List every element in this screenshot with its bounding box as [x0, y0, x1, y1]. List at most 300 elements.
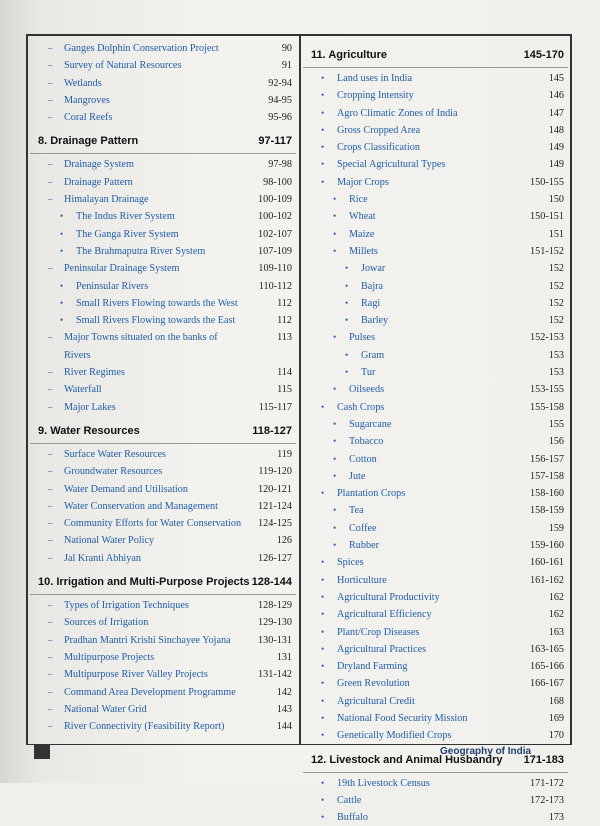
entry-page-number: 109-110 — [258, 263, 292, 275]
toc-entry — [30, 684, 296, 701]
bullet-icon: – — [48, 159, 53, 170]
toc-entry — [303, 260, 568, 277]
toc-entry — [303, 87, 568, 104]
entry-page-number: 95-96 — [268, 112, 292, 124]
toc-entry — [30, 109, 296, 126]
toc-entry — [30, 191, 296, 208]
bullet-icon: • — [321, 142, 325, 153]
entry-page-number: 148 — [548, 124, 564, 136]
toc-entry — [303, 572, 568, 589]
entry-title: Sources of Irrigation — [64, 617, 149, 629]
page-left-border — [26, 34, 28, 744]
entry-page-number: 163 — [548, 626, 564, 638]
toc-entry — [30, 226, 296, 243]
bullet-icon: – — [48, 617, 53, 628]
toc-entry — [30, 515, 296, 532]
footer-rule — [26, 744, 572, 745]
bullet-icon: • — [333, 540, 337, 551]
toc-entry — [30, 40, 296, 57]
entry-page-number: 124-125 — [258, 518, 292, 530]
toc-entry — [30, 463, 296, 480]
bullet-icon: • — [321, 124, 325, 135]
bullet-icon: – — [48, 535, 53, 546]
entry-title: Dryland Farming — [337, 661, 408, 673]
toc-entry — [303, 243, 568, 260]
entry-title: Ganges Dolphin Conservation Project — [64, 43, 219, 54]
toc-entry — [303, 70, 568, 87]
bullet-icon: – — [48, 518, 53, 529]
entry-page-number: 152 — [548, 315, 564, 327]
entry-page-number: 171-172 — [530, 777, 564, 789]
entry-title: The Ganga River System — [76, 228, 179, 240]
toc-entry — [303, 710, 568, 727]
toc-entry — [303, 295, 568, 312]
entry-title: Rivers — [64, 349, 91, 361]
entry-page-number: 151-152 — [530, 245, 564, 257]
entry-title: River Connectivity (Feasibility Report) — [64, 721, 225, 733]
entry-title: 19th Livestock Census — [337, 777, 430, 789]
entry-page-number: 157-158 — [530, 470, 564, 482]
entry-title: Mangroves — [64, 94, 110, 106]
entry-title: Himalayan Drainage — [64, 194, 149, 206]
entry-page-number: 168 — [548, 695, 564, 707]
entry-page-number: 131-142 — [258, 669, 292, 681]
toc-entry — [303, 485, 568, 502]
toc-entry — [30, 446, 296, 463]
bullet-icon: • — [345, 315, 349, 326]
entry-page-number: 126 — [276, 535, 292, 547]
entry-title: Major Lakes — [64, 401, 116, 413]
bullet-icon: • — [321, 90, 325, 101]
bullet-icon: – — [48, 384, 53, 395]
bullet-icon: – — [48, 466, 53, 477]
entry-title: Types of Irrigation Techniques — [64, 600, 189, 612]
entry-title: Barley — [361, 315, 389, 327]
toc-entry — [30, 156, 296, 173]
bullet-icon: – — [48, 332, 53, 343]
toc-entry — [303, 226, 568, 243]
bullet-icon: – — [48, 483, 53, 494]
entry-title: National Food Security Mission — [337, 712, 468, 724]
entry-title: The Indus River System — [76, 211, 175, 223]
entry-title: Peninsular Drainage System — [64, 263, 180, 275]
bullet-icon: • — [333, 453, 337, 464]
entry-title: Jowar — [361, 263, 386, 275]
entry-title: Millets — [349, 245, 378, 257]
bullet-icon: • — [60, 211, 64, 222]
section-page-range: 128-144 — [251, 576, 292, 589]
entry-page-number: 151 — [548, 228, 564, 240]
bullet-icon: – — [48, 43, 53, 53]
toc-entry — [30, 614, 296, 631]
entry-title: Cropping Intensity — [337, 90, 414, 102]
entry-page-number: 97-98 — [268, 159, 292, 171]
toc-entry — [303, 468, 568, 485]
bullet-icon: • — [321, 794, 325, 805]
toc-entry — [303, 693, 568, 710]
section-title: 9. Water Resources — [38, 424, 140, 437]
section-title: 8. Drainage Pattern — [38, 135, 139, 148]
entry-page-number: 113 — [277, 332, 292, 344]
entry-page-number: 119-120 — [258, 466, 292, 478]
bullet-icon: • — [321, 609, 325, 620]
entry-title: Rubber — [349, 540, 379, 552]
entry-title: Surface Water Resources — [64, 448, 166, 460]
toc-entry — [303, 624, 568, 641]
entry-title: Major Towns situated on the banks of — [64, 332, 218, 344]
toc-right-column — [303, 40, 568, 826]
entry-title: National Water Policy — [64, 535, 155, 547]
entry-page-number: 142 — [276, 686, 292, 698]
entry-page-number: 156 — [548, 436, 564, 448]
entry-title: Sugarcane — [349, 418, 392, 430]
toc-entry — [30, 75, 296, 92]
entry-page-number: 130-131 — [258, 634, 292, 646]
toc-section-heading — [303, 43, 568, 68]
entry-page-number: 112 — [277, 315, 292, 327]
bullet-icon: • — [321, 557, 325, 568]
entry-title: Agro Climatic Zones of India — [337, 107, 458, 119]
bullet-icon: • — [321, 176, 325, 187]
toc-entry — [303, 191, 568, 208]
toc-entry — [303, 502, 568, 519]
entry-page-number: 156-157 — [530, 453, 564, 465]
entry-title: Agricultural Practices — [337, 643, 427, 655]
entry-title: Small Rivers Flowing towards the East — [76, 315, 236, 327]
section-page-range: 118-127 — [252, 424, 292, 437]
entry-page-number: 112 — [277, 297, 292, 309]
entry-title: Water Conservation and Management — [64, 500, 218, 512]
entry-page-number: 153 — [548, 367, 564, 379]
toc-entry — [30, 481, 296, 498]
bullet-icon: – — [48, 94, 53, 105]
page-number-box — [34, 745, 50, 759]
entry-title: Green Revolution — [337, 678, 410, 690]
bullet-icon: • — [333, 505, 337, 516]
bullet-icon: – — [48, 448, 53, 459]
toc-entry — [303, 312, 568, 329]
entry-title: Jute — [349, 470, 366, 482]
toc-entry — [303, 554, 568, 571]
entry-title: Agricultural Credit — [337, 695, 415, 707]
entry-page-number: 149 — [548, 142, 564, 154]
toc-entry — [30, 329, 296, 346]
toc-entry — [30, 718, 296, 735]
bullet-icon: – — [48, 176, 53, 187]
toc-entry-continuation — [30, 347, 296, 364]
bullet-icon: – — [48, 77, 53, 88]
entry-page-number: 158-159 — [530, 505, 564, 517]
entry-title: River Regimes — [64, 367, 125, 379]
entry-page-number: 102-107 — [258, 228, 292, 240]
entry-title: Agricultural Efficiency — [337, 609, 432, 621]
bullet-icon: • — [60, 245, 64, 256]
entry-title: Tur — [361, 367, 376, 379]
entry-title: Pulses — [349, 332, 376, 344]
entry-page-number: 150-151 — [530, 211, 564, 223]
bullet-icon: • — [333, 228, 337, 239]
entry-page-number: 152 — [548, 280, 564, 292]
entry-page-number: 160-161 — [530, 557, 564, 569]
toc-entry — [303, 641, 568, 658]
bullet-icon: • — [321, 159, 325, 170]
entry-title: Multipurpose River Valley Projects — [64, 669, 208, 681]
bullet-icon: – — [48, 669, 53, 680]
bullet-icon: • — [321, 812, 325, 823]
entry-title: Major Crops — [337, 176, 389, 188]
toc-entry — [303, 433, 568, 450]
bullet-icon: • — [321, 401, 325, 412]
toc-entry — [303, 278, 568, 295]
entry-title: Bajra — [361, 280, 384, 292]
entry-title: Gross Cropped Area — [337, 124, 421, 136]
bullet-icon: • — [321, 777, 325, 788]
toc-section-heading — [30, 419, 296, 444]
entry-title: Jal Kranti Abhiyan — [64, 552, 141, 564]
entry-page-number: 158-160 — [530, 488, 564, 500]
entry-title: Drainage System — [64, 159, 134, 171]
entry-page-number: 129-130 — [258, 617, 292, 629]
toc-entry — [30, 243, 296, 260]
bullet-icon: – — [48, 600, 53, 611]
section-page-range: 97-117 — [258, 135, 292, 148]
toc-entry — [30, 364, 296, 381]
entry-page-number: 150 — [548, 194, 564, 206]
toc-entry — [303, 675, 568, 692]
entry-title: Ragi — [361, 297, 381, 309]
bullet-icon: • — [321, 107, 325, 118]
bullet-icon: • — [321, 678, 325, 689]
entry-page-number: 166-167 — [530, 678, 564, 690]
bullet-icon: • — [321, 488, 325, 499]
bullet-icon: – — [48, 500, 53, 511]
bullet-icon: • — [321, 626, 325, 637]
entry-page-number: 92-94 — [268, 77, 292, 89]
bullet-icon: • — [333, 470, 337, 481]
entry-title: Gram — [361, 349, 385, 361]
section-title: 10. Irrigation and Multi-Purpose Projects — [38, 576, 250, 589]
entry-page-number: 162 — [548, 591, 564, 603]
toc-entry — [303, 537, 568, 554]
bullet-icon: – — [48, 263, 53, 274]
bullet-icon: – — [48, 634, 53, 645]
entry-title: Cash Crops — [337, 401, 385, 413]
toc-entry — [30, 295, 296, 312]
bullet-icon: • — [60, 228, 64, 239]
toc-entry — [30, 260, 296, 277]
entry-title: Buffalo — [337, 812, 368, 824]
bullet-icon: • — [321, 661, 325, 672]
toc-entry — [303, 364, 568, 381]
entry-page-number: 147 — [548, 107, 564, 119]
bullet-icon: • — [60, 297, 64, 308]
entry-title: Crops Classification — [337, 142, 420, 154]
section-page-range: 145-170 — [523, 49, 564, 61]
entry-page-number: 155 — [548, 418, 564, 430]
section-title: 11. Agriculture — [311, 49, 388, 61]
toc-entry — [30, 649, 296, 666]
toc-entry — [303, 399, 568, 416]
bullet-icon: • — [321, 574, 325, 585]
entry-page-number: 161-162 — [530, 574, 564, 586]
entry-page-number: 131 — [276, 651, 292, 663]
toc-entry — [30, 632, 296, 649]
entry-page-number: 91 — [281, 60, 292, 72]
entry-title: Genetically Modified Crops — [337, 730, 452, 742]
bullet-icon: • — [333, 194, 337, 205]
entry-title: Tea — [349, 505, 364, 517]
entry-page-number: 90 — [281, 43, 292, 54]
toc-entry — [30, 312, 296, 329]
entry-title: Drainage Pattern — [64, 176, 133, 188]
bullet-icon: • — [345, 280, 349, 291]
entry-page-number: 146 — [548, 90, 564, 102]
entry-page-number: 115-117 — [258, 401, 292, 413]
bullet-icon: • — [333, 211, 337, 222]
toc-entry — [303, 775, 568, 792]
toc-entry — [30, 92, 296, 109]
entry-page-number: 159-160 — [530, 540, 564, 552]
entry-title: Water Demand and Utilisation — [64, 483, 188, 495]
entry-title: Tobacco — [349, 436, 384, 448]
entry-title: Special Agricultural Types — [337, 159, 446, 171]
toc-entry — [303, 347, 568, 364]
bullet-icon: • — [333, 384, 337, 395]
toc-entry — [30, 381, 296, 398]
toc-entry — [303, 416, 568, 433]
toc-entry — [30, 532, 296, 549]
bullet-icon: – — [48, 651, 53, 662]
toc-entry — [30, 701, 296, 718]
bullet-icon: • — [345, 367, 349, 378]
entry-title: Community Efforts for Water Conservation — [64, 518, 242, 530]
entry-title: Groundwater Resources — [64, 466, 163, 478]
toc-entry — [303, 589, 568, 606]
entry-page-number: 155-158 — [530, 401, 564, 413]
bullet-icon: • — [321, 73, 325, 83]
entry-page-number: 98-100 — [263, 176, 292, 188]
section-title: 12. Livestock and Animal Husbandry — [311, 753, 503, 766]
entry-page-number: 163-165 — [530, 643, 564, 655]
toc-entry — [303, 139, 568, 156]
entry-page-number: 165-166 — [530, 661, 564, 673]
entry-title: Rice — [349, 194, 368, 206]
entry-page-number: 144 — [276, 721, 292, 733]
entry-page-number: 153-155 — [530, 384, 564, 396]
entry-title: Land uses in India — [337, 73, 412, 84]
bullet-icon: • — [345, 263, 349, 274]
entry-page-number: 145 — [548, 73, 564, 84]
bullet-icon: • — [60, 280, 64, 291]
bullet-icon: – — [48, 552, 53, 563]
entry-title: Agricultural Productivity — [337, 591, 440, 603]
entry-page-number: 100-109 — [258, 194, 292, 206]
toc-entry — [303, 156, 568, 173]
entry-page-number: 152 — [548, 263, 564, 275]
toc-entry — [303, 520, 568, 537]
entry-title: Wheat — [349, 211, 376, 223]
entry-page-number: 150-155 — [530, 176, 564, 188]
entry-page-number: 173 — [548, 812, 564, 824]
toc-entry — [303, 329, 568, 346]
entry-title: Command Area Development Programme — [64, 686, 236, 698]
bullet-icon: • — [321, 730, 325, 741]
section-page-range: 171-183 — [523, 753, 564, 766]
toc-entry — [303, 606, 568, 623]
toc-entry — [30, 57, 296, 74]
entry-page-number: 153 — [548, 349, 564, 361]
toc-entry — [303, 381, 568, 398]
toc-entry — [30, 666, 296, 683]
bullet-icon: • — [333, 332, 337, 343]
entry-title: Maize — [349, 228, 375, 240]
bullet-icon: • — [60, 315, 64, 326]
entry-page-number: 121-124 — [258, 500, 292, 512]
entry-title: Multipurpose Projects — [64, 651, 155, 663]
entry-title: Coral Reefs — [64, 112, 113, 124]
bullet-icon: – — [48, 112, 53, 123]
toc-entry — [303, 122, 568, 139]
toc-entry — [30, 399, 296, 416]
entry-title: National Water Grid — [64, 703, 147, 715]
bullet-icon: • — [345, 349, 349, 360]
entry-page-number: 152-153 — [530, 332, 564, 344]
bullet-icon: – — [48, 721, 53, 732]
bullet-icon: • — [333, 436, 337, 447]
toc-entry — [303, 105, 568, 122]
entry-title: Survey of Natural Resources — [64, 60, 182, 72]
bullet-icon: – — [48, 367, 53, 378]
toc-entry — [303, 809, 568, 826]
bullet-icon: – — [48, 703, 53, 714]
entry-page-number: 172-173 — [530, 794, 564, 806]
toc-section-heading — [30, 129, 296, 154]
entry-title: Plant/Crop Diseases — [337, 626, 420, 638]
toc-entry — [303, 792, 568, 809]
entry-page-number: 159 — [548, 522, 564, 534]
toc-entry — [303, 727, 568, 744]
entry-page-number: 94-95 — [268, 94, 292, 106]
toc-entry — [303, 451, 568, 468]
toc-entry — [303, 658, 568, 675]
page-right-border — [570, 34, 572, 744]
bullet-icon: • — [321, 695, 325, 706]
toc-entry — [303, 174, 568, 191]
entry-page-number: 152 — [548, 297, 564, 309]
entry-title: Plantation Crops — [337, 488, 406, 500]
entry-title: Cotton — [349, 453, 377, 465]
toc-entry — [30, 278, 296, 295]
entry-title: Oilseeds — [349, 384, 385, 396]
entry-page-number: 119 — [277, 448, 292, 460]
entry-page-number: 128-129 — [258, 600, 292, 612]
entry-title: Pradhan Mantri Krishi Sinchayee Yojana — [64, 634, 231, 646]
entry-title: The Brahmaputra River System — [76, 245, 206, 257]
bullet-icon: • — [321, 643, 325, 654]
entry-title: Coffee — [349, 522, 377, 534]
toc-entry — [30, 550, 296, 567]
bullet-icon: – — [48, 194, 53, 205]
bullet-icon: – — [48, 686, 53, 697]
column-divider — [299, 34, 301, 744]
bullet-icon: • — [333, 245, 337, 256]
entry-page-number: 107-109 — [258, 245, 292, 257]
toc-entry — [30, 174, 296, 191]
toc-left-column — [30, 40, 296, 735]
bullet-icon: • — [333, 418, 337, 429]
entry-page-number: 110-112 — [258, 280, 292, 292]
entry-page-number: 115 — [277, 384, 292, 396]
